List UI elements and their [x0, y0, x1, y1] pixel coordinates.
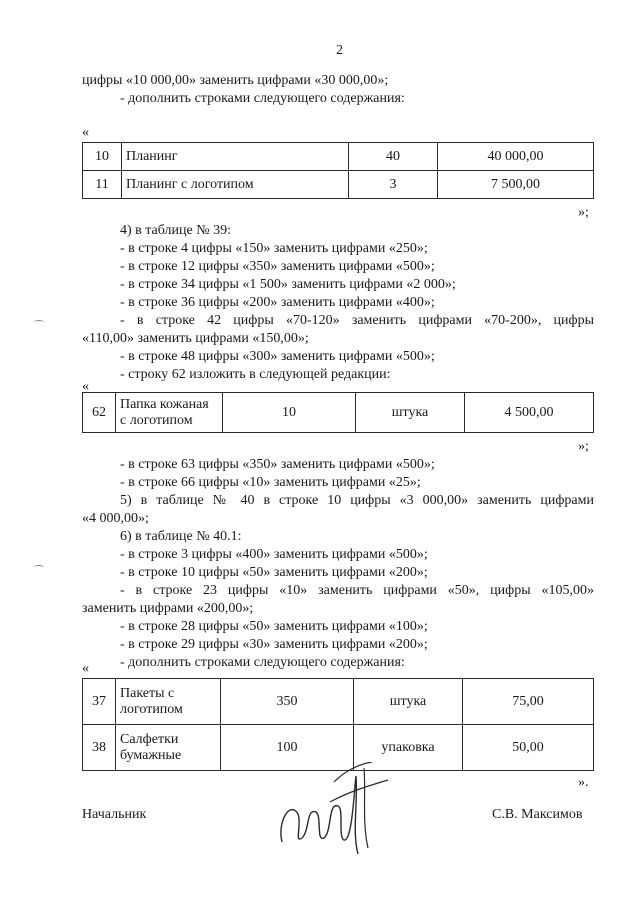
table-cell [116, 393, 223, 433]
table-cell: 10 [83, 143, 122, 171]
hole-punch-mark [34, 565, 44, 570]
text-line: - в строке 63 цифры «350» заменить цифрами «500»; [120, 457, 435, 472]
table-cell: 4 500,00 [465, 393, 594, 433]
table-cell: Планинг [122, 143, 349, 171]
table-cell: 38 [83, 725, 116, 771]
text-line: - в строке 36 цифры «200» заменить цифрами «400»; [120, 295, 435, 310]
text-line: - в строке 3 цифры «400» заменить цифрами «500»; [120, 547, 428, 562]
handwritten-signature [272, 762, 392, 862]
table-cell: 3 [349, 171, 438, 199]
table-cell: 75,00 [463, 679, 594, 725]
table-cell: 50,00 [463, 725, 594, 771]
close-quote: »; [578, 205, 589, 220]
table-row [83, 143, 594, 171]
table-cell: 40 [349, 143, 438, 171]
cell-line: с логотипом [120, 412, 193, 428]
table-cell: 7 500,00 [438, 171, 594, 199]
text-line: - дополнить строками следующего содержания: [120, 91, 405, 106]
text-line: - в строке 48 цифры «300» заменить цифрами «500»; [120, 349, 435, 364]
text-line: 5) в таблице № 40 в строке 10 цифры «3 000,00» заменить цифрами [120, 493, 594, 508]
text-line: - в строке 66 цифры «10» заменить цифрами «25»; [120, 475, 421, 490]
close-quote: ». [578, 775, 589, 790]
table-row [83, 393, 594, 433]
table-cell: 10 [223, 393, 356, 433]
table-row [83, 679, 594, 725]
table-cell: Планинг с логотипом [122, 171, 349, 199]
cell-line: Пакеты с [120, 685, 175, 701]
hole-punch-mark [34, 320, 44, 325]
signatory-title: Начальник [82, 807, 147, 822]
text-line: - в строке 10 цифры «50» заменить цифрами «200»; [120, 565, 428, 580]
text-line: 4) в таблице № 39: [120, 223, 231, 238]
text-line: - в строке 42 цифры «70-120» заменить цифрами «70-200», цифры [120, 313, 594, 328]
text-line: 6) в таблице № 40.1: [120, 529, 242, 544]
cell-line: бумажные [120, 747, 182, 763]
open-quote: « [82, 661, 89, 676]
cell-line: Салфетки [120, 731, 179, 747]
open-quote: « [82, 125, 89, 140]
signatory-name: С.В. Максимов [492, 807, 583, 822]
text-line: «110,00» заменить цифрами «150,00»; [82, 331, 309, 346]
close-quote: »; [578, 439, 589, 454]
text-line: - дополнить строками следующего содержания: [120, 655, 405, 670]
table-cell: штука [356, 393, 465, 433]
table-cell [116, 679, 221, 725]
table-cell: 62 [83, 393, 116, 433]
open-quote: « [82, 379, 89, 394]
table-cell: 37 [83, 679, 116, 725]
text-line: - в строке 12 цифры «350» заменить цифрами «500»; [120, 259, 435, 274]
table-cell: 350 [221, 679, 354, 725]
table-cell [116, 725, 221, 771]
table-row [83, 171, 594, 199]
cell-line: логотипом [120, 701, 183, 717]
table-row-62 [82, 392, 594, 433]
text-line: - в строке 28 цифры «50» заменить цифрами «100»; [120, 619, 428, 634]
table-cell: штука [354, 679, 463, 725]
page-number: 2 [336, 43, 343, 58]
text-line: - в строке 23 цифры «10» заменить цифрами «50», цифры «105,00» [120, 583, 594, 598]
text-line: - в строке 29 цифры «30» заменить цифрами «200»; [120, 637, 428, 652]
text-line: заменить цифрами «200,00»; [82, 601, 254, 616]
table-cell: 40 000,00 [438, 143, 594, 171]
text-line: «4 000,00»; [82, 511, 149, 526]
table-additions-2 [82, 678, 594, 771]
text-line: цифры «10 000,00» заменить цифрами «30 000,00»; [82, 73, 389, 88]
table-cell: 11 [83, 171, 122, 199]
table-additions-1 [82, 142, 594, 199]
text-line: - в строке 34 цифры «1 500» заменить цифрами «2 000»; [120, 277, 456, 292]
cell-line: Папка кожаная [120, 396, 209, 412]
table-cell: 100 [221, 725, 354, 771]
table-cell: упаковка [354, 725, 463, 771]
text-line: - строку 62 изложить в следующей редакции: [120, 367, 391, 382]
text-line: - в строке 4 цифры «150» заменить цифрами «250»; [120, 241, 428, 256]
